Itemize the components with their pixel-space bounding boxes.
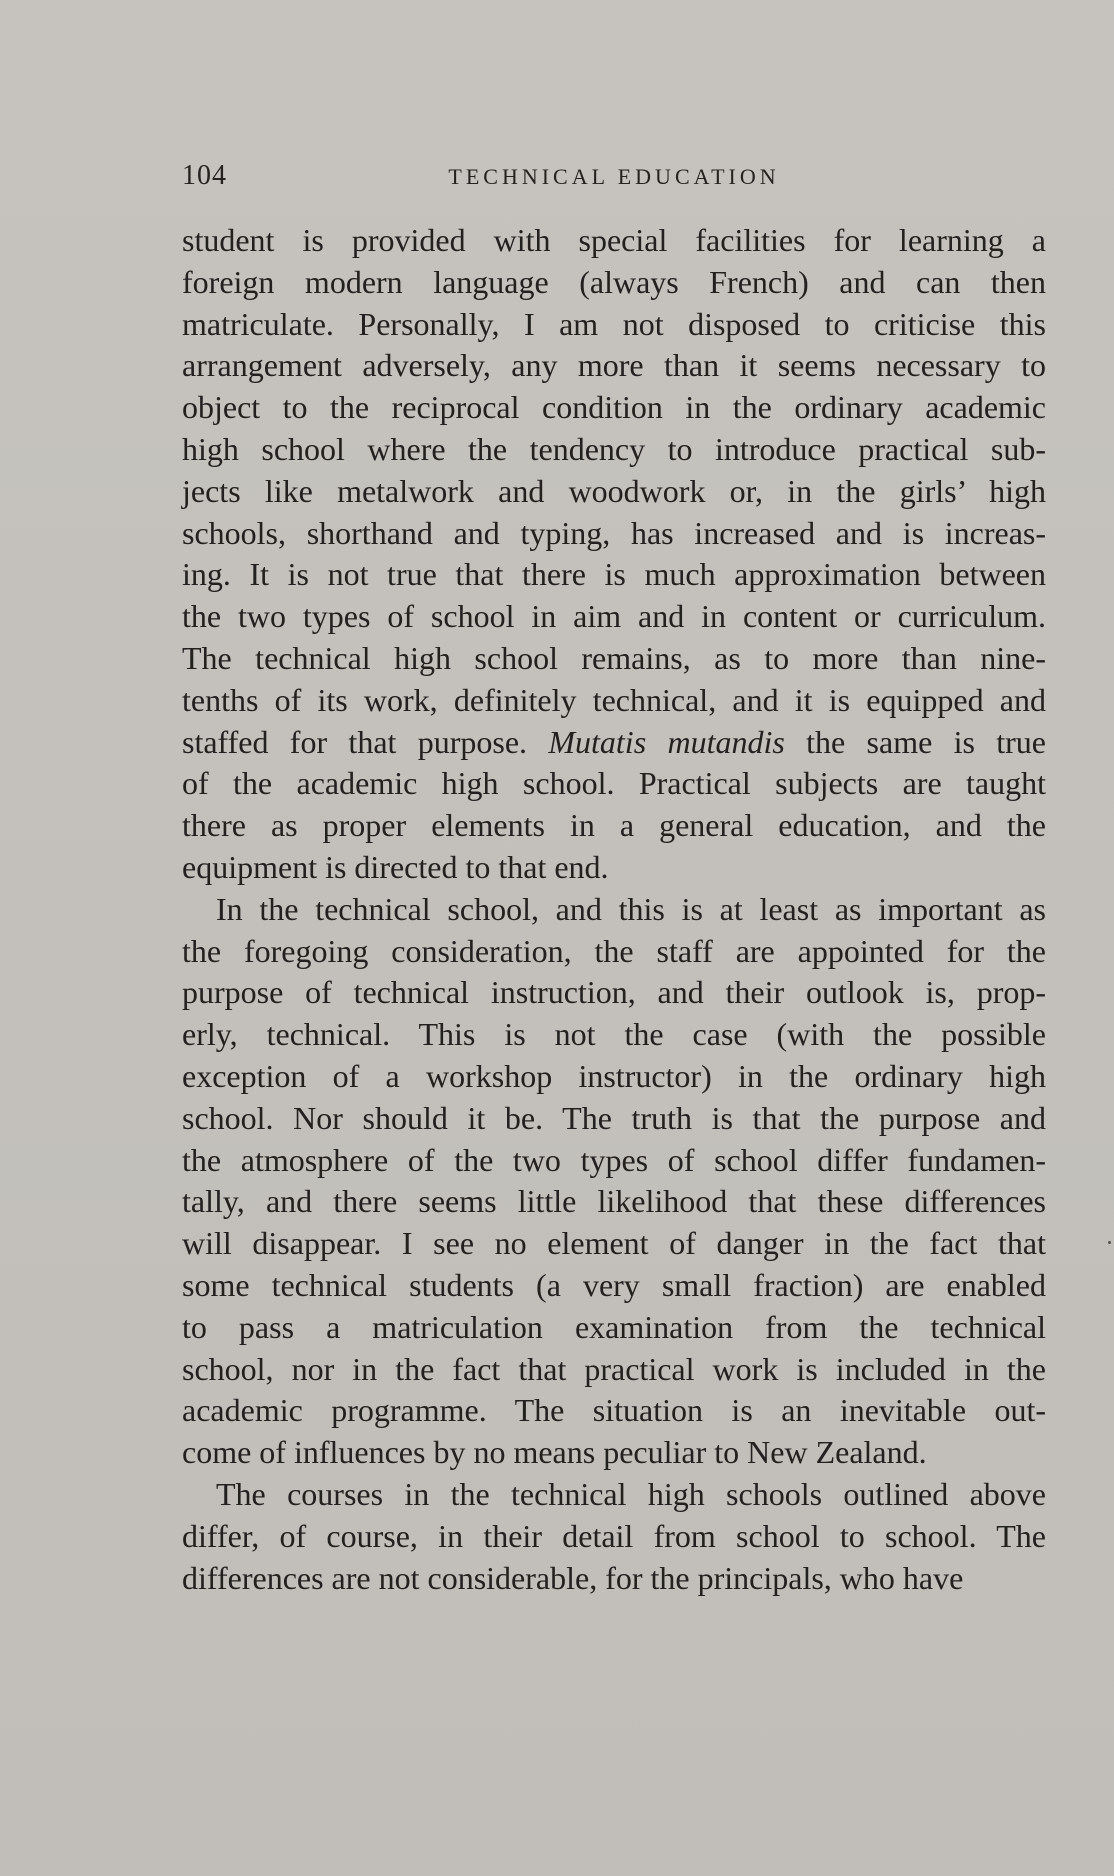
text-line: differ, of course, in their detail from school to school. The [182, 1517, 1046, 1554]
text-line: the atmosphere of the two types of school differ fundamen- [182, 1141, 1046, 1178]
text-line: tenths of its work, definitely technical, and it is equipped and [182, 681, 1046, 718]
text-line: staffed for that purpose. Mutatis mutandis the same is true [182, 723, 1047, 760]
text-line: arrangement adversely, any more than it seems necessary to [182, 347, 1046, 384]
text-line: exception of a workshop instructor) in the ordinary high [182, 1057, 1046, 1094]
page-header [182, 160, 1046, 200]
text-line: matriculate. Personally, I am not disposed to criticise this [182, 305, 1046, 342]
text-line: The courses in the technical high schools outlined above [216, 1475, 1046, 1512]
running-head: TECHNICAL EDUCATION [448, 164, 780, 189]
text-line: will disappear. I see no element of danger in the fact that [182, 1225, 1046, 1262]
text-line: high school where the tendency to introduce practical sub- [182, 430, 1046, 467]
text-line: In the technical school, and this is at least as important as [216, 890, 1046, 927]
text-line: student is provided with special facilities for learning a [182, 222, 1046, 258]
text-line: the foregoing consideration, the staff are appointed for the [182, 932, 1046, 969]
text-line: school. Nor should it be. The truth is that the purpose and [182, 1099, 1046, 1136]
text-line: erly, technical. This is not the case (with the possible [182, 1016, 1046, 1053]
text-line: tally, and there seems little likelihood that these differences [182, 1183, 1046, 1220]
text-line: The technical high school remains, as to more than nine- [182, 639, 1046, 676]
paper-speck [1108, 1241, 1111, 1244]
text-line: academic programme. The situation is an inevitable out- [182, 1392, 1046, 1429]
text-line: come of influences by no means peculiar to New Zealand. [182, 1434, 927, 1471]
text-line: object to the reciprocal condition in the ordinary academic [182, 389, 1046, 426]
text-line: differences are not considerable, for the principals, who have [182, 1559, 964, 1596]
body-text [182, 220, 1046, 1599]
text-line: there as proper elements in a general education, and the [182, 807, 1046, 844]
text-line: of the academic high school. Practical subjects are taught [182, 765, 1046, 802]
text-line: ing. It is not true that there is much approximation between [182, 556, 1046, 593]
text-line: jects like metalwork and woodwork or, in the girls’ high [182, 472, 1046, 509]
text-line: school, nor in the fact that practical work is included in the [182, 1350, 1046, 1387]
text-line: foreign modern language (always French) and can then [182, 263, 1046, 300]
text-line: to pass a matriculation examination from the technical [182, 1308, 1046, 1345]
text-line: equipment is directed to that end. [182, 848, 609, 885]
text-line: some technical students (a very small fraction) are enabled [182, 1266, 1046, 1303]
text-line: schools, shorthand and typing, has increased and is increas- [182, 514, 1046, 551]
text-line: purpose of technical instruction, and their outlook is, prop- [182, 974, 1046, 1011]
page-number: 104 [182, 160, 227, 191]
text-line: the two types of school in aim and in content or curriculum. [182, 598, 1046, 635]
